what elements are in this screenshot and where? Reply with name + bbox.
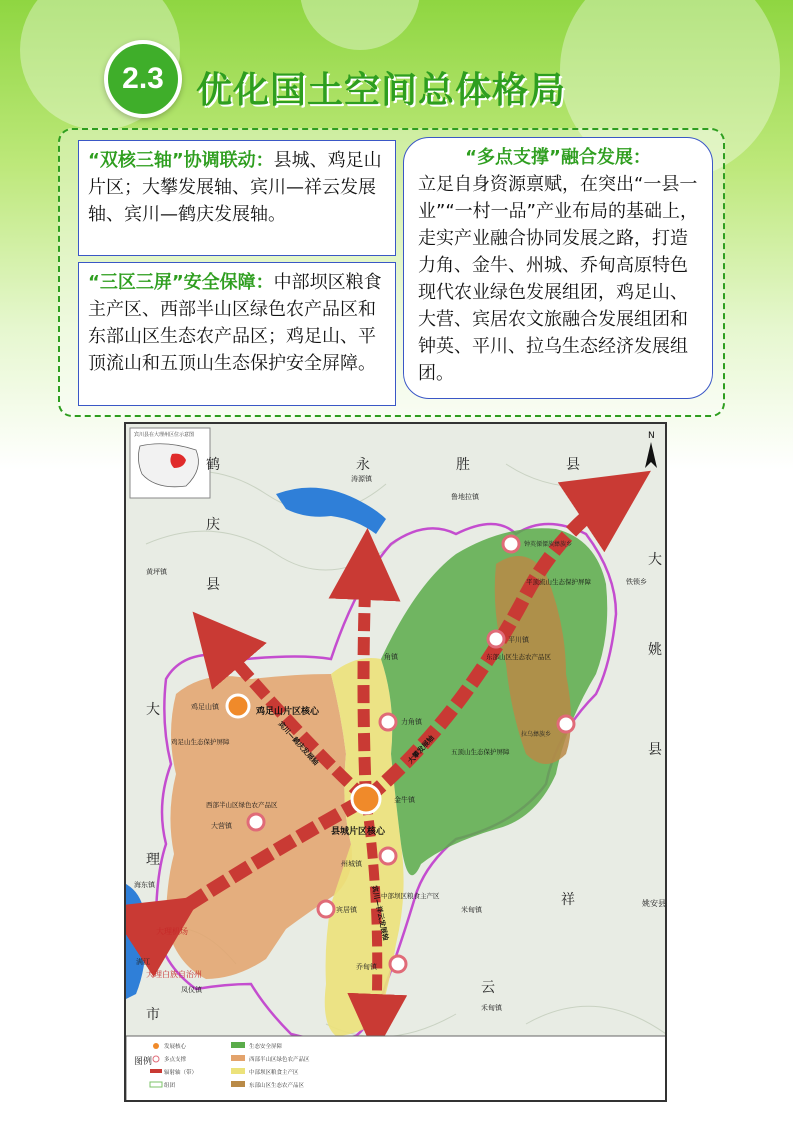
legend-item: 生态安全屏障: [249, 1044, 283, 1050]
county-core-label: 县城片区核心: [331, 827, 386, 837]
place-jinniu: 金牛镇: [394, 796, 415, 804]
county-core-marker: [352, 785, 380, 813]
neighbor-shi: 市: [146, 1007, 160, 1023]
place-tieshuo: 铁锁乡: [626, 578, 647, 586]
locator-inset: [130, 428, 210, 498]
neighbor-he: 鹤: [206, 457, 220, 473]
neighbor-li: 理: [146, 852, 160, 868]
section-number-badge: [104, 40, 182, 118]
place-lijiao: 力角镇: [401, 718, 422, 726]
zone-jizushan-barrier-label: 鸡足山生态保护屏障: [171, 738, 230, 746]
place-daying: 大营镇: [211, 822, 232, 830]
zone-wuding-barrier-label: 五顶山生态保护屏障: [451, 748, 510, 756]
dual-core-body: 县城、鸡足山片区；大攀发展轴、宾川—祥云发展轴、宾川—鹤庆发展轴。: [88, 150, 382, 225]
support-lawu: [558, 716, 574, 732]
legend-item: 发展核心: [164, 1044, 187, 1050]
neighbor-yun: 云: [481, 980, 495, 996]
place-huangping: 黄坪镇: [146, 568, 167, 576]
neighbor-xian-3: 县: [648, 742, 662, 758]
support-daying: [248, 814, 264, 830]
axis-binxiang-label: 宾川—祥云发展轴: [370, 884, 390, 942]
multi-point-body: 立足自身资源禀赋，在突出“一县一业”“一村一品”产业布局的基础上，走实产业融合协同发展之路，打造力角、金牛、州城、乔甸高原特色现代农业绿色发展组团，鸡足山、大营、宾居农文旅融合发展组团和钟英、平川、拉乌生态经济发展组团。: [418, 174, 698, 384]
zone-pingding-barrier-label: 平顶流山生态保护屏障: [526, 578, 591, 586]
three-zones-body: 中部坝区粮食主产区、西部半山区绿色农产品区和东部山区生态农产品区；鸡足山、平顶流山和五顶山生态保护安全屏障。: [88, 272, 382, 374]
planning-map: [124, 422, 667, 1102]
neighbor-yaoan: 姚安县: [642, 899, 666, 908]
neighbor-sheng: 胜: [456, 457, 470, 473]
legend-item: 组团: [164, 1083, 176, 1089]
three-zones-lead: “三区三屏”安全保障：: [88, 272, 274, 293]
support-zhoucheng: [380, 848, 396, 864]
support-pingchuan: [488, 631, 504, 647]
legend-item: 多点支撑: [164, 1057, 187, 1063]
place-midian: 米甸镇: [461, 906, 482, 914]
svg-text:N: N: [648, 431, 655, 441]
place-dali-pref: 大理白族自治州: [146, 970, 202, 979]
multi-point-box: [403, 137, 713, 399]
jizushan-core-marker: [227, 695, 249, 717]
place-hedian: 禾甸镇: [481, 1004, 502, 1012]
three-zones-box: [78, 262, 396, 406]
place-jizushan: 鸡足山镇: [191, 703, 219, 711]
neighbor-qing: 庆: [206, 517, 220, 533]
place-binju: 宾居镇: [336, 906, 357, 914]
support-zhongying: [503, 536, 519, 552]
neighbor-yao: 姚: [648, 642, 662, 658]
inset-title: 宾川县在大理州区位示意图: [134, 432, 195, 438]
legend-item: 中部坝区粮食主产区: [249, 1070, 299, 1076]
multi-point-lead: “多点支撑”融合发展：: [465, 147, 651, 168]
jizushan-core-label: 鸡足山片区核心: [256, 707, 320, 717]
place-fengyi: 凤仪镇: [181, 986, 202, 994]
axis-dapan-label: 大攀发展轴: [406, 733, 436, 766]
legend-item: 西部半山区绿色农产品区: [249, 1057, 310, 1063]
place-qiaodian: 乔甸镇: [356, 963, 377, 971]
neighbor-da-2: 大: [146, 702, 160, 718]
neighbor-da: 大: [648, 552, 662, 568]
zone-west-label: 西部半山区绿色农产品区: [206, 801, 278, 809]
support-lijiao: [380, 714, 396, 730]
place-pingchuan: 平川镇: [508, 636, 529, 644]
dual-core-box: [78, 140, 396, 256]
place-wayuan: 满江: [136, 958, 150, 966]
support-qiaodian: [390, 956, 406, 972]
page-title: 优化国土空间总体格局: [196, 70, 567, 111]
neighbor-yong: 永: [356, 457, 370, 473]
place-dali-airport: 大理机场: [156, 927, 188, 936]
support-binju: [318, 901, 334, 917]
neighbor-xian-2: 县: [566, 457, 580, 473]
map-canvas: [126, 424, 667, 1102]
neighbor-xian-1: 县: [206, 577, 220, 593]
legend-title: 图例: [134, 1057, 153, 1067]
map-legend: [126, 1036, 667, 1102]
place-zhongying: 钟英傈僳族彝族乡: [524, 541, 573, 548]
place-taoyuan: 涛源镇: [351, 475, 372, 483]
dual-core-lead: “双核三轴”协调联动：: [88, 150, 274, 171]
zone-central-label: 中部坝区粮食主产区: [381, 892, 440, 900]
place-lawu: 拉乌彝族乡: [521, 731, 552, 738]
place-jiaozhen: 角镇: [384, 653, 398, 661]
neighbor-xiang: 祥: [561, 892, 575, 908]
axis-binhe-label: 宾川—鹤庆发展轴: [276, 719, 320, 767]
section-number: 2.3: [122, 62, 164, 95]
legend-item: 东部山区生态农产品区: [249, 1083, 305, 1089]
zone-east-label: 东部山区生态农产品区: [486, 653, 551, 661]
place-ludila: 鲁地拉镇: [451, 493, 479, 501]
place-haidong: 海东镇: [134, 881, 155, 889]
legend-item: 辐射轴（带）: [164, 1070, 198, 1076]
place-zhoucheng: 州城镇: [341, 860, 362, 868]
